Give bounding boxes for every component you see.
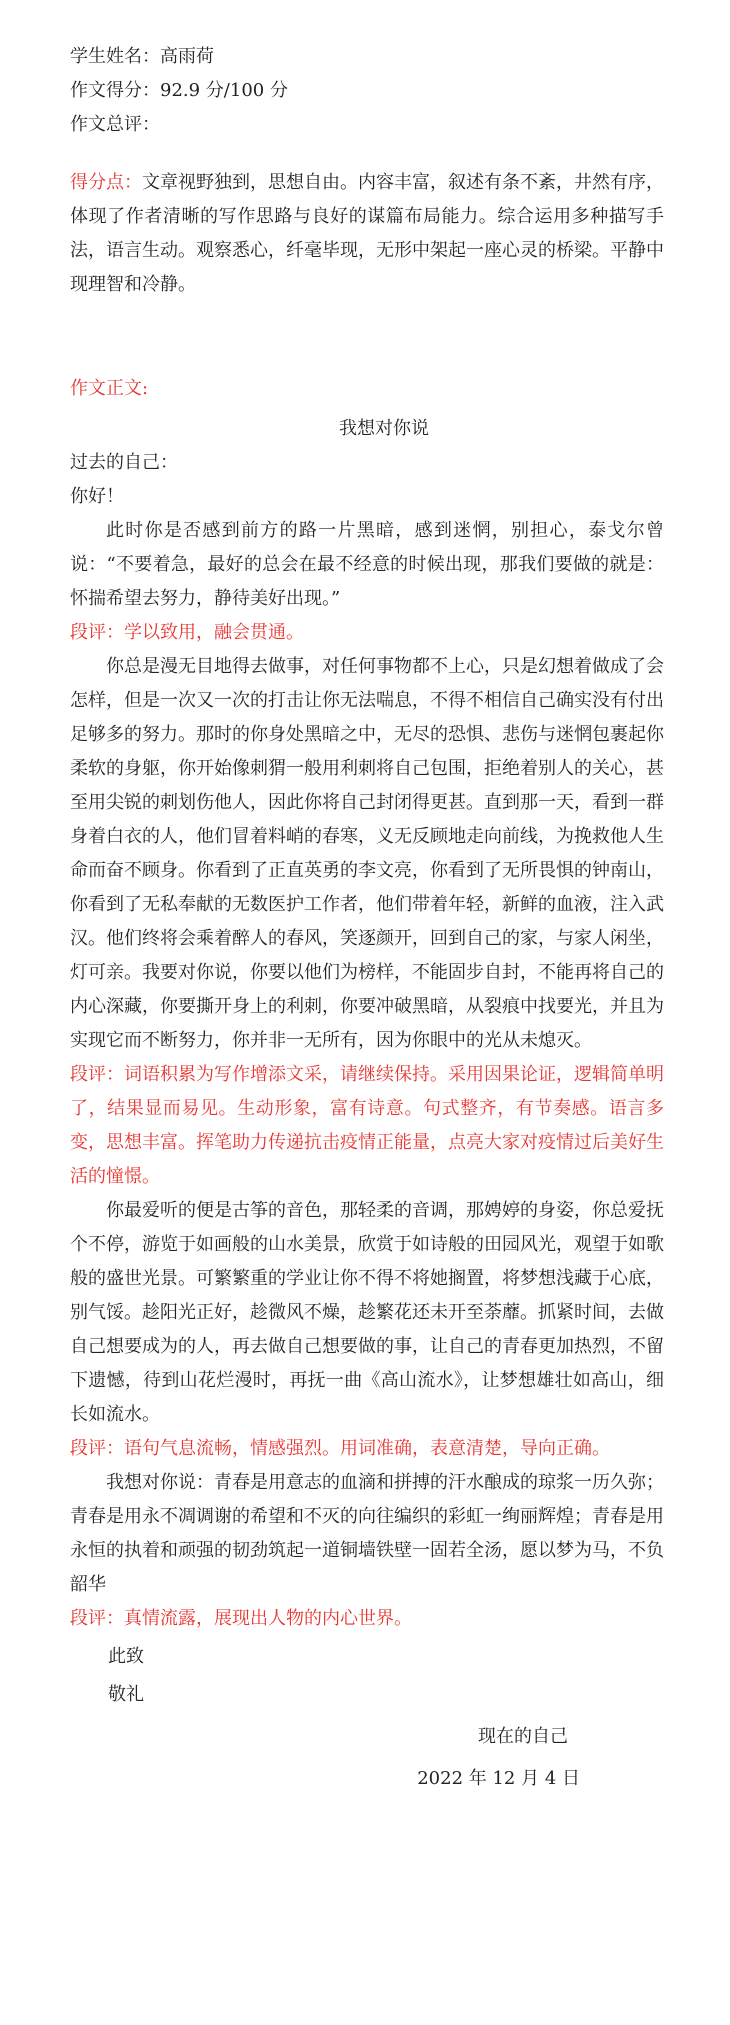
score-value: 92.9 分/100 分 [160,80,288,101]
student-name-line [70,40,664,74]
comment-label: 段评： [70,1064,124,1085]
essay-paragraph-1: 此时你是否感到前方的路一片黑暗，感到迷惘，别担心，泰戈尔曾说：“不要着急，最好的总会在最不经意的时候出现，那我们要做的就是：怀揣希望去努力，静待美好出现。” [70,520,664,609]
comment-text: 学以致用，融会贯通。 [124,622,304,643]
essay-paragraph-3: 你最爱听的便是古筝的音色，那轻柔的音调，那娉婷的身姿，你总爱抚个不停，游览于如画般的山水美景，欣赏于如诗般的田园风光，观望于如歌般的盛世光景。可繁繁重的学业让你不得不将她搁置，将梦想浅藏于心底，别气馁。趁阳光正好，趁微风不燥，趁繁花还未开至荼蘼。抓紧时间，去做自己想要成为的人，再去做自己想要做的事，让自己的青春更加热烈，不留下遗憾，待到山花烂漫时，再抚一曲《高山流水》，让梦想雄壮如高山，细长如流水。 [70,1200,664,1425]
comment-text: 语句气息流畅，情感强烈。用词准确，表意清楚，导向正确。 [124,1438,610,1459]
score-line [70,74,664,108]
score-label: 作文得分： [70,80,160,101]
signature: 现在的自己 [478,1726,568,1747]
comment-label: 段评： [70,1608,124,1629]
comment-text: 词语积累为写作增添文采，请继续保持。采用因果论证，逻辑简单明了，结果显而易见。生动形象，富有诗意。句式整齐，有节奏感。语言多变，思想丰富。挥笔助力传递抗击疫情正能量，点亮大家对疫情过后美好生活的憧憬。 [70,1064,664,1187]
score-points-label: 得分点： [70,172,142,193]
summary-label: 作文总评： [70,114,160,135]
essay-title: 我想对你说 [339,418,429,439]
signature-date: 2022 年 12 月 4 日 [417,1768,580,1789]
essay-section-label: 作文正文: [70,378,149,399]
student-name: 高雨荷 [160,46,214,67]
comment-text: 真情流露，展现出人物的内心世界。 [124,1608,412,1629]
essay-greeting: 你好！ [70,486,124,507]
essay-paragraph-4: 我想对你说：青春是用意志的血滴和拼搏的汗水酿成的琼浆一历久弥；青春是用永不凋调谢的希望和不灭的向往编织的彩虹一绚丽辉煌；青春是用永恒的执着和顽强的韧劲筑起一道铜墙铁壁一固若全汤，愿以梦为马，不负韶华 [70,1472,664,1595]
student-name-label: 学生姓名： [70,46,160,67]
comment-label: 段评： [70,1438,124,1459]
comment-label: 段评： [70,622,124,643]
closing-line-1: 此致 [108,1646,144,1667]
closing-line-2: 敬礼 [108,1684,144,1705]
score-points [70,166,664,302]
essay-paragraph-2: 你总是漫无目地得去做事，对任何事物都不上心，只是幻想着做成了会怎样，但是一次又一次的打击让你无法喘息，不得不相信自己确实没有付出足够多的努力。那时的你身处黑暗之中，无尽的恐惧、悲伤与迷惘包裹起你柔软的身躯，你开始像刺猬一般用利刺将自己包围，拒绝着别人的关心，甚至用尖锐的刺划伤他人，因此你将自己封闭得更甚。直到那一天，看到一群身着白衣的人，他们冒着料峭的春寒，义无反顾地走向前线，为挽救他人生命而奋不顾身。你看到了正直英勇的李文亮，你看到了无所畏惧的钟南山，你看到了无私奉献的无数医护工作者，他们带着年轻，新鲜的血液，注入武汉。他们终将会乘着醉人的春风，笑逐颜开，回到自己的家，与家人闲坐，灯可亲。我要对你说，你要以他们为榜样，不能固步自封，不能再将自己的内心深藏，你要撕开身上的利刺，你要冲破黑暗，从裂痕中找要光，并且为实现它而不断努力，你并非一无所有，因为你眼中的光从未熄灭。 [70,656,664,1051]
paragraph-comment-3 [70,1432,664,1466]
score-points-text: 文章视野独到，思想自由。内容丰富，叙述有条不紊，井然有序，体现了作者清晰的写作思路与良好的谋篇布局能力。综合运用多种描写手法，语言生动。观察悉心，纤毫毕现，无形中架起一座心灵的桥梁。平静中现理智和冷静。 [70,172,664,295]
essay-salutation: 过去的自己： [70,452,178,473]
paragraph-comment-1 [70,616,664,650]
paragraph-comment-4 [70,1602,664,1636]
paragraph-comment-2 [70,1058,664,1194]
